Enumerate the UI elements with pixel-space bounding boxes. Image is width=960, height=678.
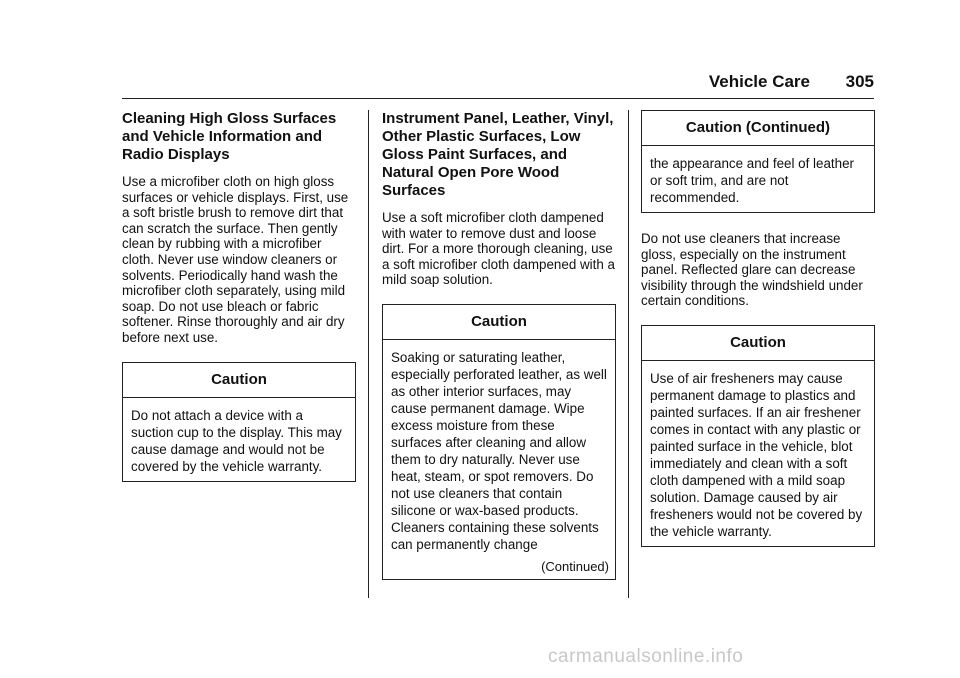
paragraph-instrument-panel: Use a soft microfiber cloth dampened with water to remove dust and loose dirt. For a more thorough cleaning, use a soft microfiber cloth dampened with a mild soap solution. <box>382 210 615 288</box>
heading-instrument-panel: Instrument Panel, Leather, Vinyl, Other Plastic Surfaces, Low Gloss Paint Surfaces, and Natural Open Pore Wood Surfaces <box>382 110 614 199</box>
column-1 <box>122 110 356 496</box>
caution-box-display <box>122 362 356 482</box>
caution-title: Caution (Continued) <box>642 111 874 146</box>
caution-title: Caution <box>383 305 615 340</box>
caution-box-continued <box>641 110 875 213</box>
caution-text: the appearance and feel of leather or soft trim, and are not recommended. <box>650 156 854 205</box>
column-2 <box>382 110 616 594</box>
page-header <box>122 72 874 99</box>
continued-label: (Continued) <box>541 558 609 574</box>
caution-text: Use of air fresheners may cause permanent damage to plastics and painted surfaces. If an air freshener comes in contact with any plastic or painted surface in the vehicle, blot immediately and clean with a soft cloth dampened with a mild soap solution. Damage caused by air fresheners would not be covered by the vehicle warranty. <box>650 370 863 539</box>
section-title: Vehicle Care <box>708 72 810 91</box>
heading-high-gloss: Cleaning High Gloss Surfaces and Vehicle Information and Radio Displays <box>122 110 337 163</box>
column-divider <box>628 110 629 598</box>
caution-text: Do not attach a device with a suction cup to the display. This may cause damage and would not be covered by the vehicle warranty. <box>131 407 342 474</box>
caution-title: Caution <box>123 363 355 398</box>
page-number: 305 <box>845 72 874 91</box>
column-3 <box>641 110 875 561</box>
caution-box-leather <box>382 304 616 580</box>
watermark-text: carmanualsonline.info <box>548 646 744 667</box>
paragraph-gloss-cleaners: Do not use cleaners that increase gloss, especially on the instrument panel. Reflected glare can decrease visibility through the windshield under certain conditions. <box>641 231 863 309</box>
caution-title: Caution <box>642 326 874 361</box>
caution-box-air-fresheners <box>641 325 875 547</box>
column-divider <box>368 110 369 598</box>
paragraph-high-gloss: Use a microfiber cloth on high gloss surfaces or vehicle displays. First, use a soft bristle brush to remove dirt that can scratch the surface. Then gently clean by rubbing with a microfiber cloth. Never use window cleaners or solvents. Periodically hand wash the microfiber cloth separately, using mild soap. Do not use bleach or fabric softener. Rinse thoroughly and air dry before next use. <box>122 174 349 345</box>
caution-text: Soaking or saturating leather, especially perforated leather, as well as other interior surfaces, may cause permanent damage. Wipe excess moisture from these surfaces after cleaning and allow them to dry naturally. Never use heat, steam, or spot removers. Do not use cleaners that contain silicone or wax-based products. Cleaners containing these solvents can permanently change <box>391 349 607 552</box>
